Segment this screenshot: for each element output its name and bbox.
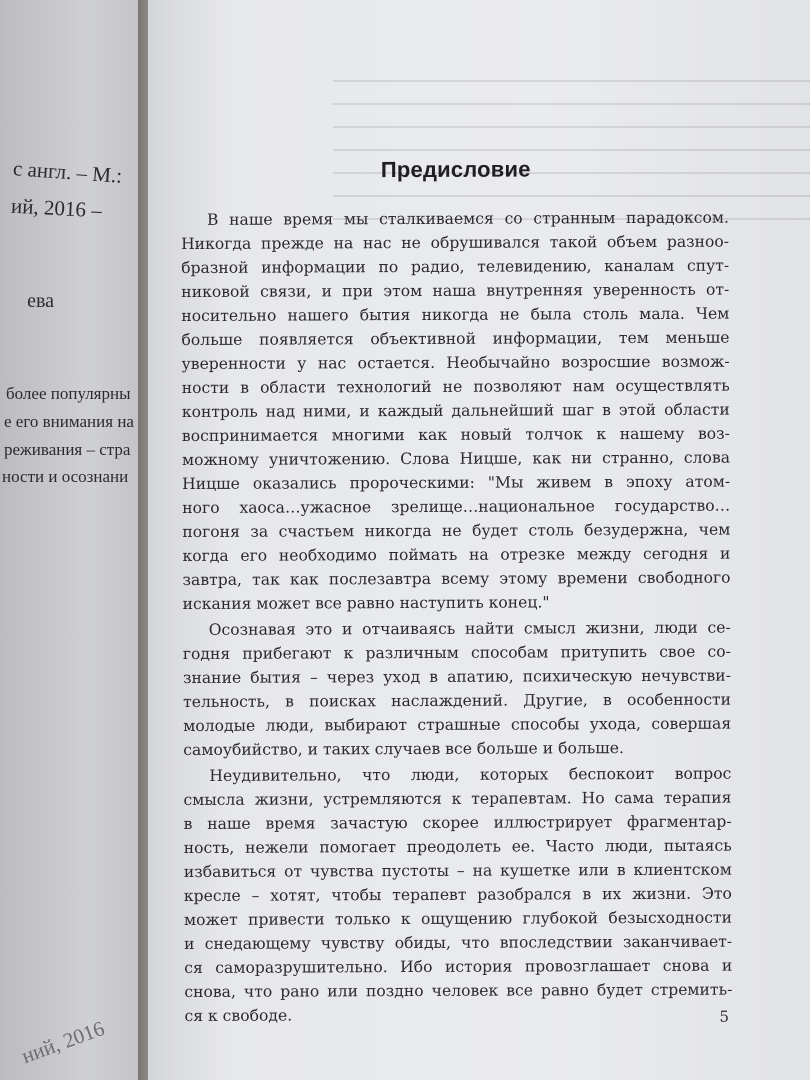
text-line: носительно нашего бытия никогда не была столь мала. Чем: [181, 304, 730, 325]
text-line: Неудивительно, что люди, которых беспокоит вопрос: [209, 764, 732, 785]
text-line: Никогда прежде на нас не обрушивался такой объем разнoo-: [181, 232, 730, 253]
left-page-line: е его внимания на: [4, 412, 134, 431]
text-line: Осознавая это и отчаиваясь найти смысл жизни, люди се-: [208, 618, 731, 639]
left-page-line: ева: [27, 290, 54, 312]
text-line: смысла жизни, устремляются к терапевтам. Но сама терапия: [183, 788, 732, 809]
text-line: воспринимается многими как новый толчок к нашему воз-: [181, 424, 730, 445]
text-line: и снедающему чувству обиды, что впоследствии заканчивает-: [184, 932, 733, 953]
left-page-line: более популярны: [6, 384, 131, 403]
text-line: уверенности у нас остается. Необычайно возросшие возмож-: [181, 352, 730, 373]
text-line: снова, что рано или поздно человек все равно будет стремить-: [184, 980, 733, 1001]
text-line: может привести только к ощущению глубокой безысходности: [183, 908, 733, 929]
text-line: ся саморазрушительно. Ибо история провозглашает снова и: [184, 956, 733, 977]
text-line: завтра, так как послезавтра всему этому времени свободного: [182, 568, 731, 589]
text-line: ного хаоса…ужасное зрелище…национальное государство…: [182, 496, 731, 517]
left-page: [0, 0, 150, 1080]
text-line: кресле – хотят, чтобы терапевт разобрался в их жизни. Это: [183, 884, 732, 905]
text-line: можному уничтожению. Слова Ницше, как ни странно, слова: [181, 448, 731, 469]
page-title: Предисловие: [380, 156, 531, 183]
left-page-line: с англ. – М.:: [12, 156, 123, 188]
left-page-line: ности и осознани: [2, 467, 129, 486]
text-line: в наше время зачастую скорее иллюстрирует фрагментар-: [183, 812, 732, 833]
text-line: знание бытия – через уход в апатию, психическую нечувстви-: [182, 666, 731, 687]
text-line: ность, нежели помогает преодолеть ее. Часто люди, пытаясь: [183, 836, 732, 857]
text-line: искания может все равно наступить конец.": [182, 593, 550, 613]
text-line: избавиться от чувства пустоты – на кушетке или в клиентском: [183, 860, 732, 881]
text-line: годня прибегают к различным способам притупить свое со-: [182, 642, 731, 663]
text-line: молодые люди, выбирают страшные способы ухода, совершая: [183, 714, 732, 735]
text-line: погоня за счастьем никогда не будет столь безудержна, чем: [182, 520, 731, 541]
text-line: В наше время мы сталкиваемся со странным парадоксом.: [206, 208, 729, 229]
text-line: Ницше оказались пророческими: "Мы живем в эпоху атом-: [182, 472, 731, 493]
text-line: тельность, в поисках наслаждений. Другие, в особенности: [183, 690, 732, 711]
text-line: больше появляется объективной информации, тем меньше: [181, 328, 730, 349]
text-line: бразной информации по радио, телевидению, каналам спут-: [181, 256, 730, 277]
text-line: ся к свободе.: [184, 1006, 293, 1025]
left-page-line: ний, 2016: [18, 1016, 108, 1069]
text-line: ности в области технологий не позволяют нам осуществлять: [181, 376, 730, 397]
text-line: когда его необходимо поймать на отрезке между сегодня и: [182, 544, 731, 565]
left-page-line: реживания – стра: [4, 440, 131, 459]
text-line: контроль над ними, и каждый дальнейший шаг в этой области: [181, 400, 730, 421]
text-line: никовой связи, и при этом наша внутренняя уверенность от-: [181, 280, 730, 301]
page-number: 5: [719, 1007, 730, 1026]
page-content: [180, 0, 735, 1080]
left-page-line: ий, 2016 –: [10, 193, 103, 223]
text-line: самоубийство, и таких случаев все больше и больше.: [183, 739, 624, 759]
